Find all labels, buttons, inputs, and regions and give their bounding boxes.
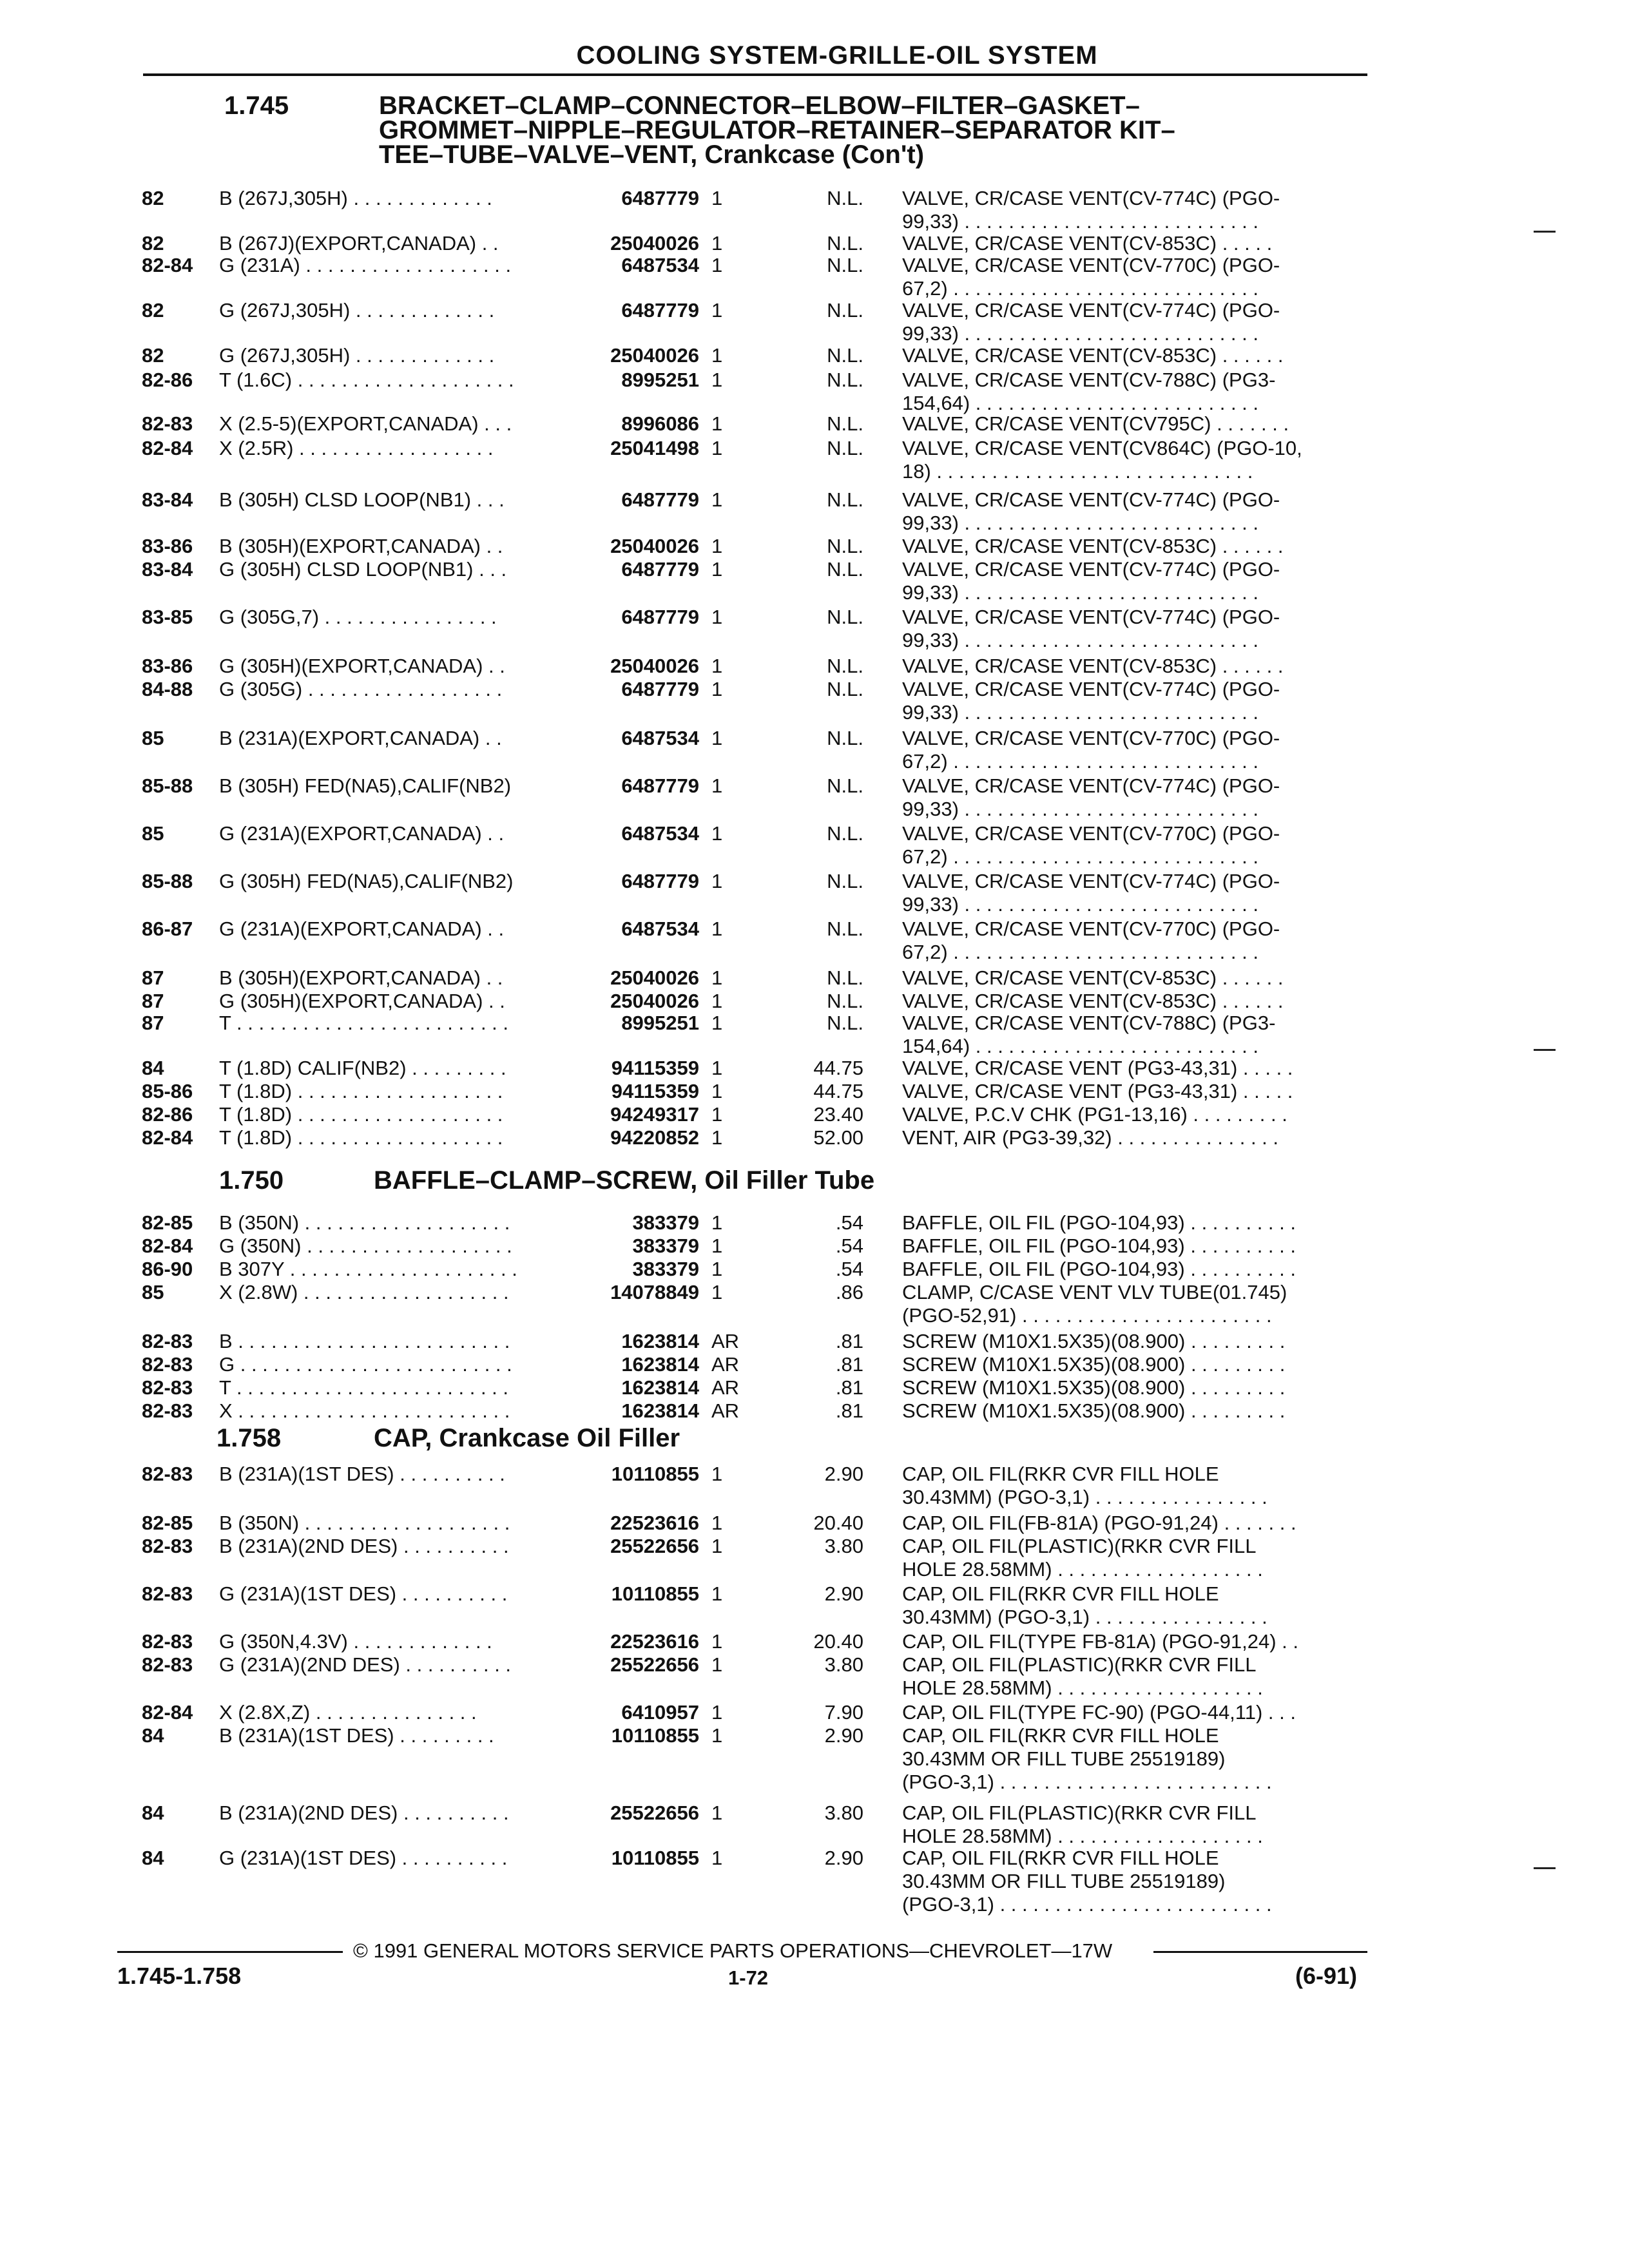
row-price: .81 — [835, 1376, 863, 1399]
row-quantity: 1 — [711, 606, 723, 628]
row-price: N.L. — [827, 299, 863, 322]
row-description: VALVE, P.C.V CHK (PG1-13,16) . . . . . . . . . — [902, 1103, 1287, 1126]
row-price: N.L. — [827, 437, 863, 459]
row-application: X . . . . . . . . . . . . . . . . . . . . . . . . . — [219, 1399, 510, 1422]
row-application: G (231A)(EXPORT,CANADA) . . — [219, 918, 505, 940]
row-application: B (305H) FED(NA5),CALIF(NB2) — [219, 774, 512, 797]
row-quantity: AR — [711, 1399, 740, 1422]
row-price: N.L. — [827, 870, 863, 892]
row-part-number: 25040026 — [610, 344, 699, 367]
row-application: G (305H)(EXPORT,CANADA) . . — [219, 990, 505, 1012]
row-price: 20.40 — [813, 1512, 863, 1534]
row-part-number: 6487779 — [621, 488, 699, 511]
row-years: 84-88 — [142, 678, 193, 700]
row-part-number: 383379 — [632, 1235, 699, 1257]
row-part-number: 10110855 — [611, 1582, 699, 1605]
row-part-number: 25522656 — [610, 1535, 699, 1557]
row-application: B (305H)(EXPORT,CANADA) . . — [219, 966, 503, 989]
row-years: 82-83 — [142, 1330, 193, 1352]
row-description: VALVE, CR/CASE VENT(CV-788C) (PG3- 154,64) . . . . . . . . . . . . . . . . . . . . . . . . . . — [902, 369, 1276, 414]
row-description: CAP, OIL FIL(FB-81A) (PGO-91,24) . . . . . . . — [902, 1512, 1296, 1534]
row-price: N.L. — [827, 966, 863, 989]
row-years: 83-84 — [142, 558, 193, 581]
row-description: BAFFLE, OIL FIL (PGO-104,93) . . . . . . . . . . — [902, 1211, 1296, 1234]
row-description: CAP, OIL FIL(RKR CVR FILL HOLE 30.43MM) (PGO-3,1) . . . . . . . . . . . . . . . . — [902, 1582, 1268, 1628]
row-years: 82-85 — [142, 1211, 193, 1234]
row-quantity: 1 — [711, 1211, 723, 1234]
row-years: 87 — [142, 966, 164, 989]
row-quantity: 1 — [711, 1258, 723, 1280]
row-years: 82-84 — [142, 437, 193, 459]
row-quantity: 1 — [711, 1463, 723, 1485]
row-application: T (1.6C) . . . . . . . . . . . . . . . . . . . . — [219, 369, 514, 391]
section-title-line: CAP, Crankcase Oil Filler — [374, 1424, 680, 1452]
row-application: G (231A)(1ST DES) . . . . . . . . . . — [219, 1847, 508, 1869]
row-price: 2.90 — [824, 1724, 863, 1747]
row-years: 85 — [142, 822, 164, 845]
row-quantity: 1 — [711, 678, 723, 700]
row-price: 7.90 — [824, 1701, 863, 1724]
row-application: G (305H) CLSD LOOP(NB1) . . . — [219, 558, 507, 581]
row-years: 86-87 — [142, 918, 193, 940]
row-price: N.L. — [827, 232, 863, 255]
row-application: X (2.5R) . . . . . . . . . . . . . . . . . . — [219, 437, 494, 459]
row-part-number: 383379 — [632, 1258, 699, 1280]
row-years: 87 — [142, 1012, 164, 1034]
row-price: 44.75 — [813, 1057, 863, 1079]
row-years: 85 — [142, 727, 164, 749]
margin-mark — [1534, 1049, 1556, 1051]
row-price: 3.80 — [824, 1802, 863, 1824]
row-quantity: 1 — [711, 437, 723, 459]
row-description: VALVE, CR/CASE VENT(CV-774C) (PGO- 99,33) . . . . . . . . . . . . . . . . . . . . . . . . . . . — [902, 606, 1280, 651]
section-title-line: BRACKET–CLAMP–CONNECTOR–ELBOW–FILTER–GASKET– — [379, 91, 1140, 120]
row-description: CAP, OIL FIL(PLASTIC)(RKR CVR FILL HOLE 28.58MM) . . . . . . . . . . . . . . . . . . . — [902, 1802, 1263, 1847]
row-application: T . . . . . . . . . . . . . . . . . . . . . . . . . — [219, 1012, 509, 1034]
row-price: 44.75 — [813, 1080, 863, 1102]
row-years: 82-83 — [142, 1463, 193, 1485]
section-title-line: TEE–TUBE–VALVE–VENT, Crankcase (Con't) — [379, 140, 925, 169]
row-years: 82-83 — [142, 1630, 193, 1653]
row-application: T (1.8D) CALIF(NB2) . . . . . . . . . — [219, 1057, 506, 1079]
row-part-number: 8996086 — [621, 412, 699, 435]
row-price: N.L. — [827, 412, 863, 435]
row-years: 84 — [142, 1802, 164, 1824]
row-quantity: 1 — [711, 1535, 723, 1557]
row-quantity: 1 — [711, 774, 723, 797]
row-quantity: 1 — [711, 488, 723, 511]
row-application: B (350N) . . . . . . . . . . . . . . . . . . . — [219, 1211, 510, 1234]
row-quantity: 1 — [711, 1103, 723, 1126]
row-part-number: 6487779 — [621, 774, 699, 797]
row-description: VALVE, CR/CASE VENT(CV-853C) . . . . . . — [902, 990, 1284, 1012]
row-application: G (350N) . . . . . . . . . . . . . . . . . . . — [219, 1235, 512, 1257]
row-description: VALVE, CR/CASE VENT(CV795C) . . . . . . . — [902, 412, 1289, 435]
row-description: VALVE, CR/CASE VENT(CV-770C) (PGO- 67,2) . . . . . . . . . . . . . . . . . . . . . . . . . . . . — [902, 727, 1280, 773]
row-quantity: 1 — [711, 412, 723, 435]
row-quantity: 1 — [711, 1630, 723, 1653]
row-part-number: 25040026 — [610, 232, 699, 255]
row-price: N.L. — [827, 1012, 863, 1034]
row-description: SCREW (M10X1.5X35)(08.900) . . . . . . . . . — [902, 1330, 1286, 1352]
row-description: VALVE, CR/CASE VENT(CV-853C) . . . . . . — [902, 966, 1284, 989]
row-years: 82-83 — [142, 412, 193, 435]
row-price: .54 — [835, 1235, 863, 1257]
row-application: G (231A)(1ST DES) . . . . . . . . . . — [219, 1582, 508, 1605]
row-description: VALVE, CR/CASE VENT(CV-774C) (PGO- 99,33) . . . . . . . . . . . . . . . . . . . . . . . . . . . — [902, 187, 1280, 233]
footer-range: 1.745-1.758 — [117, 1963, 242, 1989]
row-quantity: 1 — [711, 822, 723, 845]
row-description: VALVE, CR/CASE VENT(CV-770C) (PGO- 67,2) . . . . . . . . . . . . . . . . . . . . . . . . . . . . — [902, 822, 1280, 868]
row-application: G (305G) . . . . . . . . . . . . . . . . . . — [219, 678, 503, 700]
row-part-number: 6487534 — [621, 822, 699, 845]
row-part-number: 10110855 — [611, 1724, 699, 1747]
row-years: 87 — [142, 990, 164, 1012]
row-description: CAP, OIL FIL(PLASTIC)(RKR CVR FILL HOLE 28.58MM) . . . . . . . . . . . . . . . . . . . — [902, 1653, 1263, 1699]
row-quantity: 1 — [711, 655, 723, 677]
row-price: 2.90 — [824, 1582, 863, 1605]
row-years: 82 — [142, 187, 164, 209]
row-years: 84 — [142, 1847, 164, 1869]
row-description: CAP, OIL FIL(RKR CVR FILL HOLE 30.43MM) (PGO-3,1) . . . . . . . . . . . . . . . . — [902, 1463, 1268, 1508]
row-part-number: 94115359 — [611, 1080, 699, 1102]
row-part-number: 94249317 — [610, 1103, 699, 1126]
row-description: CAP, OIL FIL(RKR CVR FILL HOLE 30.43MM OR FILL TUBE 25519189) (PGO-3,1) . . . . . . . . . . . . . . . . . . . . . . . . . — [902, 1724, 1272, 1793]
row-price: 2.90 — [824, 1847, 863, 1869]
row-part-number: 25040026 — [610, 990, 699, 1012]
row-description: BAFFLE, OIL FIL (PGO-104,93) . . . . . . . . . . — [902, 1235, 1296, 1257]
row-part-number: 6487534 — [621, 254, 699, 276]
row-description: CAP, OIL FIL(TYPE FC-90) (PGO-44,11) . . . — [902, 1701, 1296, 1724]
row-quantity: 1 — [711, 1512, 723, 1534]
row-quantity: AR — [711, 1376, 740, 1399]
row-application: B (305H)(EXPORT,CANADA) . . — [219, 535, 503, 557]
row-years: 85-88 — [142, 870, 193, 892]
row-price: N.L. — [827, 535, 863, 557]
row-price: N.L. — [827, 254, 863, 276]
row-price: 3.80 — [824, 1653, 863, 1676]
row-application: B (350N) . . . . . . . . . . . . . . . . . . . — [219, 1512, 510, 1534]
row-years: 84 — [142, 1724, 164, 1747]
row-price: N.L. — [827, 187, 863, 209]
row-quantity: 1 — [711, 232, 723, 255]
row-application: B (231A)(2ND DES) . . . . . . . . . . — [219, 1535, 509, 1557]
row-years: 82-83 — [142, 1376, 193, 1399]
row-quantity: 1 — [711, 1126, 723, 1149]
row-description: VALVE, CR/CASE VENT (PG3-43,31) . . . . . — [902, 1080, 1293, 1102]
row-years: 86-90 — [142, 1258, 193, 1280]
row-quantity: 1 — [711, 727, 723, 749]
row-price: N.L. — [827, 774, 863, 797]
row-years: 82-84 — [142, 1235, 193, 1257]
row-quantity: 1 — [711, 1701, 723, 1724]
row-years: 82-86 — [142, 1103, 193, 1126]
row-part-number: 1623814 — [621, 1330, 699, 1352]
footer-rule-right — [1153, 1951, 1367, 1953]
row-description: VALVE, CR/CASE VENT(CV-853C) . . . . . — [902, 232, 1273, 255]
row-part-number: 22523616 — [610, 1512, 699, 1534]
row-price: .81 — [835, 1353, 863, 1376]
row-price: 20.40 — [813, 1630, 863, 1653]
row-part-number: 1623814 — [621, 1376, 699, 1399]
row-price: 23.40 — [813, 1103, 863, 1126]
row-part-number: 94115359 — [611, 1057, 699, 1079]
row-part-number: 10110855 — [611, 1463, 699, 1485]
row-description: VALVE, CR/CASE VENT(CV864C) (PGO-10, 18) . . . . . . . . . . . . . . . . . . . . . . . . . . . . . — [902, 437, 1302, 483]
row-years: 84 — [142, 1057, 164, 1079]
margin-mark — [1534, 231, 1556, 233]
row-quantity: 1 — [711, 369, 723, 391]
row-description: VALVE, CR/CASE VENT(CV-774C) (PGO- 99,33) . . . . . . . . . . . . . . . . . . . . . . . . . . . — [902, 774, 1280, 820]
row-years: 82-83 — [142, 1653, 193, 1676]
row-years: 82-84 — [142, 1701, 193, 1724]
row-quantity: 1 — [711, 1281, 723, 1303]
row-application: G (305G,7) . . . . . . . . . . . . . . . . — [219, 606, 497, 628]
row-application: B (267J)(EXPORT,CANADA) . . — [219, 232, 499, 255]
row-price: N.L. — [827, 678, 863, 700]
row-part-number: 25522656 — [610, 1802, 699, 1824]
row-description: SCREW (M10X1.5X35)(08.900) . . . . . . . . . — [902, 1353, 1286, 1376]
row-years: 82-84 — [142, 1126, 193, 1149]
row-description: VALVE, CR/CASE VENT(CV-774C) (PGO- 99,33) . . . . . . . . . . . . . . . . . . . . . . . . . . . — [902, 558, 1280, 604]
row-description: SCREW (M10X1.5X35)(08.900) . . . . . . . . . — [902, 1399, 1286, 1422]
row-part-number: 1623814 — [621, 1399, 699, 1422]
row-years: 82-83 — [142, 1399, 193, 1422]
row-description: SCREW (M10X1.5X35)(08.900) . . . . . . . . . — [902, 1376, 1286, 1399]
row-quantity: 1 — [711, 1653, 723, 1676]
row-price: N.L. — [827, 558, 863, 581]
row-application: G (350N,4.3V) . . . . . . . . . . . . . — [219, 1630, 492, 1653]
row-price: .81 — [835, 1330, 863, 1352]
row-part-number: 10110855 — [611, 1847, 699, 1869]
row-quantity: 1 — [711, 558, 723, 581]
row-description: CAP, OIL FIL(RKR CVR FILL HOLE 30.43MM OR FILL TUBE 25519189) (PGO-3,1) . . . . . . . . . . . . . . . . . . . . . . . . . — [902, 1847, 1272, 1916]
row-description: CAP, OIL FIL(TYPE FB-81A) (PGO-91,24) . . — [902, 1630, 1299, 1653]
row-application: B . . . . . . . . . . . . . . . . . . . . . . . . . — [219, 1330, 510, 1352]
row-description: CLAMP, C/CASE VENT VLV TUBE(01.745) (PGO-52,91) . . . . . . . . . . . . . . . . . . . . . . . — [902, 1281, 1287, 1327]
row-application: G (305H) FED(NA5),CALIF(NB2) — [219, 870, 514, 892]
row-part-number: 94220852 — [610, 1126, 699, 1149]
row-years: 82-84 — [142, 254, 193, 276]
row-application: T (1.8D) . . . . . . . . . . . . . . . . . . . — [219, 1103, 503, 1126]
row-years: 85-86 — [142, 1080, 193, 1102]
row-description: BAFFLE, OIL FIL (PGO-104,93) . . . . . . . . . . — [902, 1258, 1296, 1280]
row-description: VALVE, CR/CASE VENT(CV-774C) (PGO- 99,33) . . . . . . . . . . . . . . . . . . . . . . . . . . . — [902, 299, 1280, 345]
row-part-number: 383379 — [632, 1211, 699, 1234]
row-part-number: 6487779 — [621, 678, 699, 700]
row-price: 2.90 — [824, 1463, 863, 1485]
row-description: VALVE, CR/CASE VENT(CV-788C) (PG3- 154,64) . . . . . . . . . . . . . . . . . . . . . . . . . . — [902, 1012, 1276, 1057]
row-part-number: 25040026 — [610, 655, 699, 677]
row-years: 83-84 — [142, 488, 193, 511]
row-quantity: 1 — [711, 1012, 723, 1034]
row-application: G (267J,305H) . . . . . . . . . . . . . — [219, 299, 495, 322]
row-quantity: 1 — [711, 254, 723, 276]
row-application: T . . . . . . . . . . . . . . . . . . . . . . . . . — [219, 1376, 509, 1399]
row-application: B (231A)(1ST DES) . . . . . . . . . — [219, 1724, 494, 1747]
section-number: 1.750 — [219, 1166, 284, 1195]
row-application: X (2.8W) . . . . . . . . . . . . . . . . . . . — [219, 1281, 509, 1303]
row-description: VALVE, CR/CASE VENT(CV-774C) (PGO- 99,33) . . . . . . . . . . . . . . . . . . . . . . . . . . . — [902, 488, 1280, 534]
row-application: B 307Y . . . . . . . . . . . . . . . . . . . . . — [219, 1258, 517, 1280]
row-part-number: 6487534 — [621, 727, 699, 749]
row-part-number: 25041498 — [610, 437, 699, 459]
row-years: 82-83 — [142, 1582, 193, 1605]
row-part-number: 25040026 — [610, 966, 699, 989]
section-title-line: BAFFLE–CLAMP–SCREW, Oil Filler Tube — [374, 1166, 875, 1195]
row-quantity: 1 — [711, 1802, 723, 1824]
row-part-number: 1623814 — [621, 1353, 699, 1376]
row-quantity: 1 — [711, 1080, 723, 1102]
row-years: 82 — [142, 232, 164, 255]
row-years: 83-85 — [142, 606, 193, 628]
row-description: VALVE, CR/CASE VENT(CV-853C) . . . . . . — [902, 535, 1284, 557]
row-description: CAP, OIL FIL(PLASTIC)(RKR CVR FILL HOLE 28.58MM) . . . . . . . . . . . . . . . . . . . — [902, 1535, 1263, 1581]
row-quantity: 1 — [711, 1847, 723, 1869]
row-quantity: 1 — [711, 1057, 723, 1079]
row-part-number: 6487534 — [621, 918, 699, 940]
row-price: N.L. — [827, 990, 863, 1012]
page-header-title: COOLING SYSTEM-GRILLE-OIL SYSTEM — [576, 41, 1098, 70]
row-quantity: 1 — [711, 966, 723, 989]
row-part-number: 25522656 — [610, 1653, 699, 1676]
row-price: N.L. — [827, 918, 863, 940]
row-application: G . . . . . . . . . . . . . . . . . . . . . . . . . — [219, 1353, 512, 1376]
section-title-line: GROMMET–NIPPLE–REGULATOR–RETAINER–SEPARATOR KIT– — [379, 116, 1175, 144]
row-application: X (2.8X,Z) . . . . . . . . . . . . . . . — [219, 1701, 477, 1724]
row-part-number: 6410957 — [621, 1701, 699, 1724]
margin-mark — [1534, 1867, 1556, 1869]
row-quantity: 1 — [711, 344, 723, 367]
row-application: T (1.8D) . . . . . . . . . . . . . . . . . . . — [219, 1080, 503, 1102]
row-price: .81 — [835, 1399, 863, 1422]
row-part-number: 8995251 — [621, 369, 699, 391]
row-part-number: 22523616 — [610, 1630, 699, 1653]
footer-date: (6-91) — [1295, 1963, 1358, 1989]
row-years: 83-86 — [142, 535, 193, 557]
row-application: X (2.5-5)(EXPORT,CANADA) . . . — [219, 412, 512, 435]
row-quantity: 1 — [711, 918, 723, 940]
row-part-number: 6487779 — [621, 870, 699, 892]
row-quantity: 1 — [711, 187, 723, 209]
footer-copyright: © 1991 GENERAL MOTORS SERVICE PARTS OPERATIONS—CHEVROLET—17W — [353, 1939, 1113, 1962]
row-description: VALVE, CR/CASE VENT(CV-774C) (PGO- 99,33) . . . . . . . . . . . . . . . . . . . . . . . . . . . — [902, 678, 1280, 724]
section-number: 1.745 — [224, 91, 289, 120]
row-quantity: 1 — [711, 1724, 723, 1747]
row-years: 83-86 — [142, 655, 193, 677]
row-application: G (305H)(EXPORT,CANADA) . . — [219, 655, 505, 677]
header-rule — [143, 73, 1367, 76]
row-years: 82 — [142, 299, 164, 322]
row-description: VENT, AIR (PG3-39,32) . . . . . . . . . . . . . . . — [902, 1126, 1279, 1149]
row-quantity: 1 — [711, 1235, 723, 1257]
row-price: N.L. — [827, 606, 863, 628]
row-application: G (267J,305H) . . . . . . . . . . . . . — [219, 344, 495, 367]
row-application: G (231A)(EXPORT,CANADA) . . — [219, 822, 505, 845]
row-application: G (231A)(2ND DES) . . . . . . . . . . — [219, 1653, 512, 1676]
row-part-number: 6487779 — [621, 187, 699, 209]
row-description: VALVE, CR/CASE VENT (PG3-43,31) . . . . . — [902, 1057, 1293, 1079]
row-part-number: 6487779 — [621, 558, 699, 581]
row-part-number: 14078849 — [610, 1281, 699, 1303]
row-application: T (1.8D) . . . . . . . . . . . . . . . . . . . — [219, 1126, 503, 1149]
row-application: B (231A)(2ND DES) . . . . . . . . . . — [219, 1802, 509, 1824]
row-quantity: AR — [711, 1353, 740, 1376]
row-quantity: AR — [711, 1330, 740, 1352]
row-years: 82 — [142, 344, 164, 367]
row-description: VALVE, CR/CASE VENT(CV-853C) . . . . . . — [902, 655, 1284, 677]
row-quantity: 1 — [711, 870, 723, 892]
row-price: 3.80 — [824, 1535, 863, 1557]
row-price: N.L. — [827, 727, 863, 749]
row-description: VALVE, CR/CASE VENT(CV-770C) (PGO- 67,2) . . . . . . . . . . . . . . . . . . . . . . . . . . . . — [902, 918, 1280, 963]
row-quantity: 1 — [711, 299, 723, 322]
row-price: .54 — [835, 1258, 863, 1280]
row-price: N.L. — [827, 344, 863, 367]
row-price: N.L. — [827, 488, 863, 511]
row-application: B (231A)(1ST DES) . . . . . . . . . . — [219, 1463, 505, 1485]
footer-rule-left — [117, 1951, 343, 1953]
row-years: 85-88 — [142, 774, 193, 797]
footer-page-number: 1-72 — [728, 1966, 769, 1989]
row-description: VALVE, CR/CASE VENT(CV-774C) (PGO- 99,33) . . . . . . . . . . . . . . . . . . . . . . . . . . . — [902, 870, 1280, 916]
row-years: 82-83 — [142, 1353, 193, 1376]
row-description: VALVE, CR/CASE VENT(CV-770C) (PGO- 67,2) . . . . . . . . . . . . . . . . . . . . . . . . . . . . — [902, 254, 1280, 300]
row-quantity: 1 — [711, 990, 723, 1012]
row-years: 82-83 — [142, 1535, 193, 1557]
row-price: N.L. — [827, 822, 863, 845]
row-application: B (231A)(EXPORT,CANADA) . . — [219, 727, 502, 749]
row-price: .86 — [835, 1281, 863, 1303]
row-price: N.L. — [827, 369, 863, 391]
row-part-number: 25040026 — [610, 535, 699, 557]
row-price: .54 — [835, 1211, 863, 1234]
row-price: N.L. — [827, 655, 863, 677]
row-years: 82-86 — [142, 369, 193, 391]
section-number: 1.758 — [217, 1424, 282, 1452]
row-price: 52.00 — [813, 1126, 863, 1149]
row-part-number: 8995251 — [621, 1012, 699, 1034]
row-part-number: 6487779 — [621, 606, 699, 628]
row-years: 85 — [142, 1281, 164, 1303]
row-description: VALVE, CR/CASE VENT(CV-853C) . . . . . . — [902, 344, 1284, 367]
row-quantity: 1 — [711, 1582, 723, 1605]
row-part-number: 6487779 — [621, 299, 699, 322]
row-years: 82-85 — [142, 1512, 193, 1534]
row-application: B (267J,305H) . . . . . . . . . . . . . — [219, 187, 492, 209]
row-application: G (231A) . . . . . . . . . . . . . . . . . . . — [219, 254, 512, 276]
row-quantity: 1 — [711, 535, 723, 557]
row-application: B (305H) CLSD LOOP(NB1) . . . — [219, 488, 505, 511]
